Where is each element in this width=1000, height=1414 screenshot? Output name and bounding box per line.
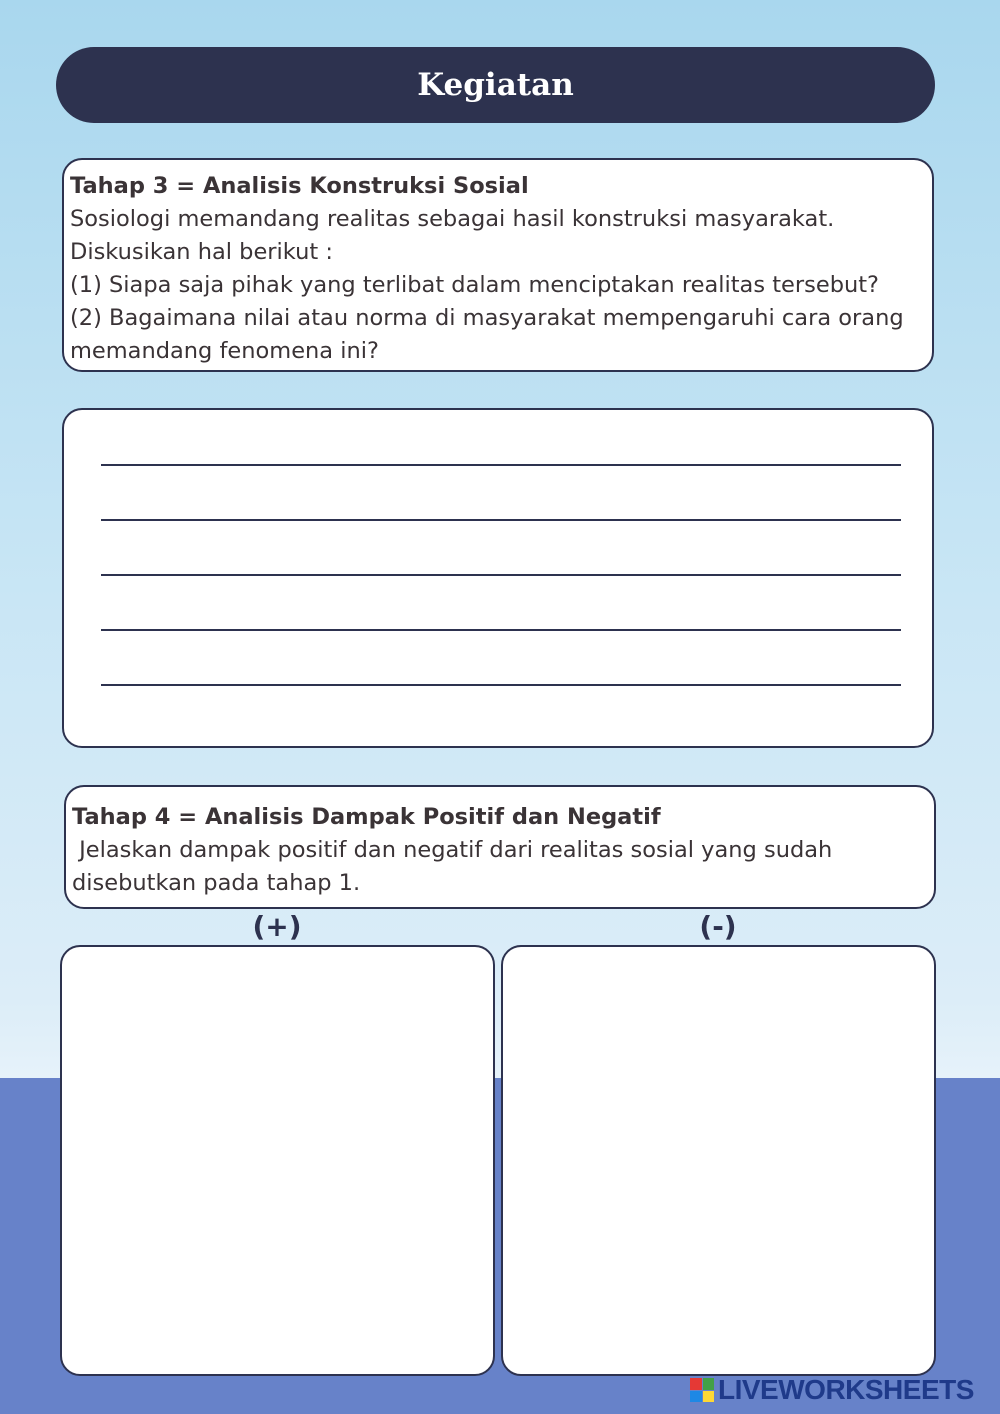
answer-line[interactable] (101, 574, 901, 576)
tahap3-line: memandang fenomena ini? (70, 338, 379, 364)
tahap3-line: Diskusikan hal berikut : (70, 239, 333, 265)
liveworksheets-watermark (690, 1374, 974, 1406)
tahap3-line: (2) Bagaimana nilai atau norma di masyarakat mempengaruhi cara orang (70, 305, 904, 331)
tahap4-line: disebutkan pada tahap 1. (72, 870, 361, 896)
answer-line[interactable] (101, 684, 901, 686)
tahap3-line: Sosiologi memandang realitas sebagai hasil konstruksi masyarakat. (70, 206, 835, 232)
positive-label: (+) (252, 910, 302, 943)
liveworksheets-logo-icon (690, 1378, 714, 1402)
answer-line[interactable] (101, 464, 901, 466)
tahap4-heading: Tahap 4 = Analisis Dampak Positif dan Negatif (72, 804, 661, 830)
watermark-text: LIVEWORKSHEETS (718, 1374, 974, 1405)
tahap3-instructions-card (62, 158, 934, 372)
negative-impact-answer-box[interactable] (501, 945, 936, 1376)
positive-impact-answer-box[interactable] (60, 945, 495, 1376)
answer-line[interactable] (101, 519, 901, 521)
tahap4-line: Jelaskan dampak positif dan negatif dari realitas sosial yang sudah (72, 837, 833, 863)
negative-label: (-) (699, 910, 737, 943)
tahap3-line: (1) Siapa saja pihak yang terlibat dalam menciptakan realitas tersebut? (70, 272, 880, 298)
tahap3-heading: Tahap 3 = Analisis Konstruksi Sosial (70, 173, 529, 199)
page-title-banner (56, 47, 935, 123)
tahap4-instructions-card (64, 785, 936, 909)
answer-line[interactable] (101, 629, 901, 631)
page-title: Kegiatan (417, 67, 574, 103)
tahap3-answer-box[interactable] (62, 408, 934, 748)
